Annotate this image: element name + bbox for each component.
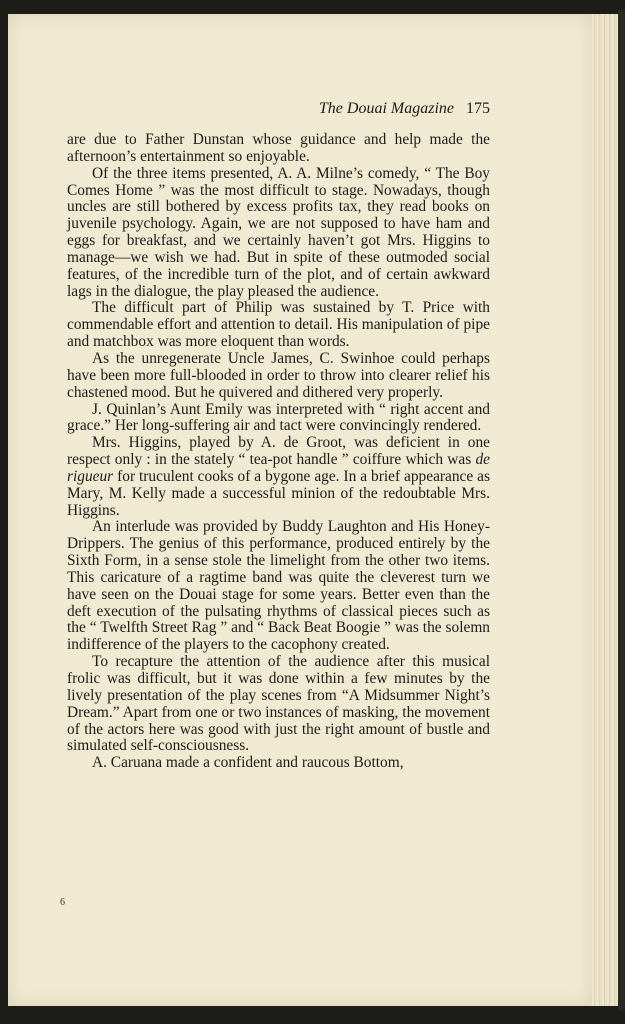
- page-edges: [592, 14, 618, 1006]
- magazine-title: The Douai Magazine: [318, 100, 454, 117]
- running-head: [60, 100, 490, 118]
- paragraph: To recapture the attention of the audience after this musical frolic was difficult, but it was done within a few minutes by the lively presentation of the play scenes from “A Midsummer Night’s Dream.” Apart from one or two instances of masking, the movement of the actors here was good with just the right amount of bustle and simulated self-consciousness.: [67, 653, 490, 755]
- paragraph: J. Quinlan’s Aunt Emily was interpreted with “ right accent and grace.” Her long-suffering air and tact were convincingly rendered.: [67, 400, 490, 435]
- paragraph: As the unregenerate Uncle James, C. Swinhoe could perhaps have been more full-blooded in order to throw into clearer relief his chastened mood. But he quivered and dithered very properly.: [67, 349, 490, 401]
- paragraph: The difficult part of Philip was sustained by T. Price with commendable effort and attention to detail. His manipulation of pipe and matchbox was more eloquent than words.: [67, 299, 490, 351]
- paragraph: Mrs. Higgins, played by A. de Groot, was deficient in one respect only : in the stately “ tea-pot handle ” coiffure which was de rigueur for truculent cooks of a bygone age. In a brief appearance as Mary, M. Kelly made a successful minion of the redoubtable Mrs. Higgins.: [67, 434, 490, 519]
- paragraph: An interlude was provided by Buddy Laughton and His Honey-Drippers. The genius of this performance, produced entirely by the Sixth Form, in a sense stole the limelight from the other two items. This caricature of a ragtime band was quite the cleverest turn we have seen on the Douai stage for some years. Better even than the deft execution of the pulsating rhythms of classical pieces such as the “ Twelfth Street Rag ” and “ Back Beat Boogie ” was the solemn indifference of the players to the cacophony created.: [67, 518, 490, 654]
- italic-phrase: de rigueur: [67, 451, 490, 485]
- article-body: [67, 132, 490, 772]
- page-number: 175: [466, 100, 490, 117]
- paragraph: are due to Father Dunstan whose guidance and help made the afternoon’s entertainment so enjoyable.: [67, 131, 490, 165]
- signature-mark: 6: [60, 897, 65, 908]
- paragraph: Of the three items presented, A. A. Milne’s comedy, “ The Boy Comes Home ” was the most difficult to stage. Nowadays, though uncles are still bothered by excess profits tax, they read books on juvenile psychology. Again, we are not supposed to have ham and eggs for breakfast, and we certainly haven’t got Mrs. Higgins to manage—we wish we had. But in spite of these outmoded social features, of the incredible turn of the plot, and of certain awkward lags in the dialogue, the play pleased the audience.: [67, 164, 490, 300]
- binding-shadow: [618, 10, 625, 1010]
- paragraph: A. Caruana made a confident and raucous Bottom,: [92, 754, 404, 772]
